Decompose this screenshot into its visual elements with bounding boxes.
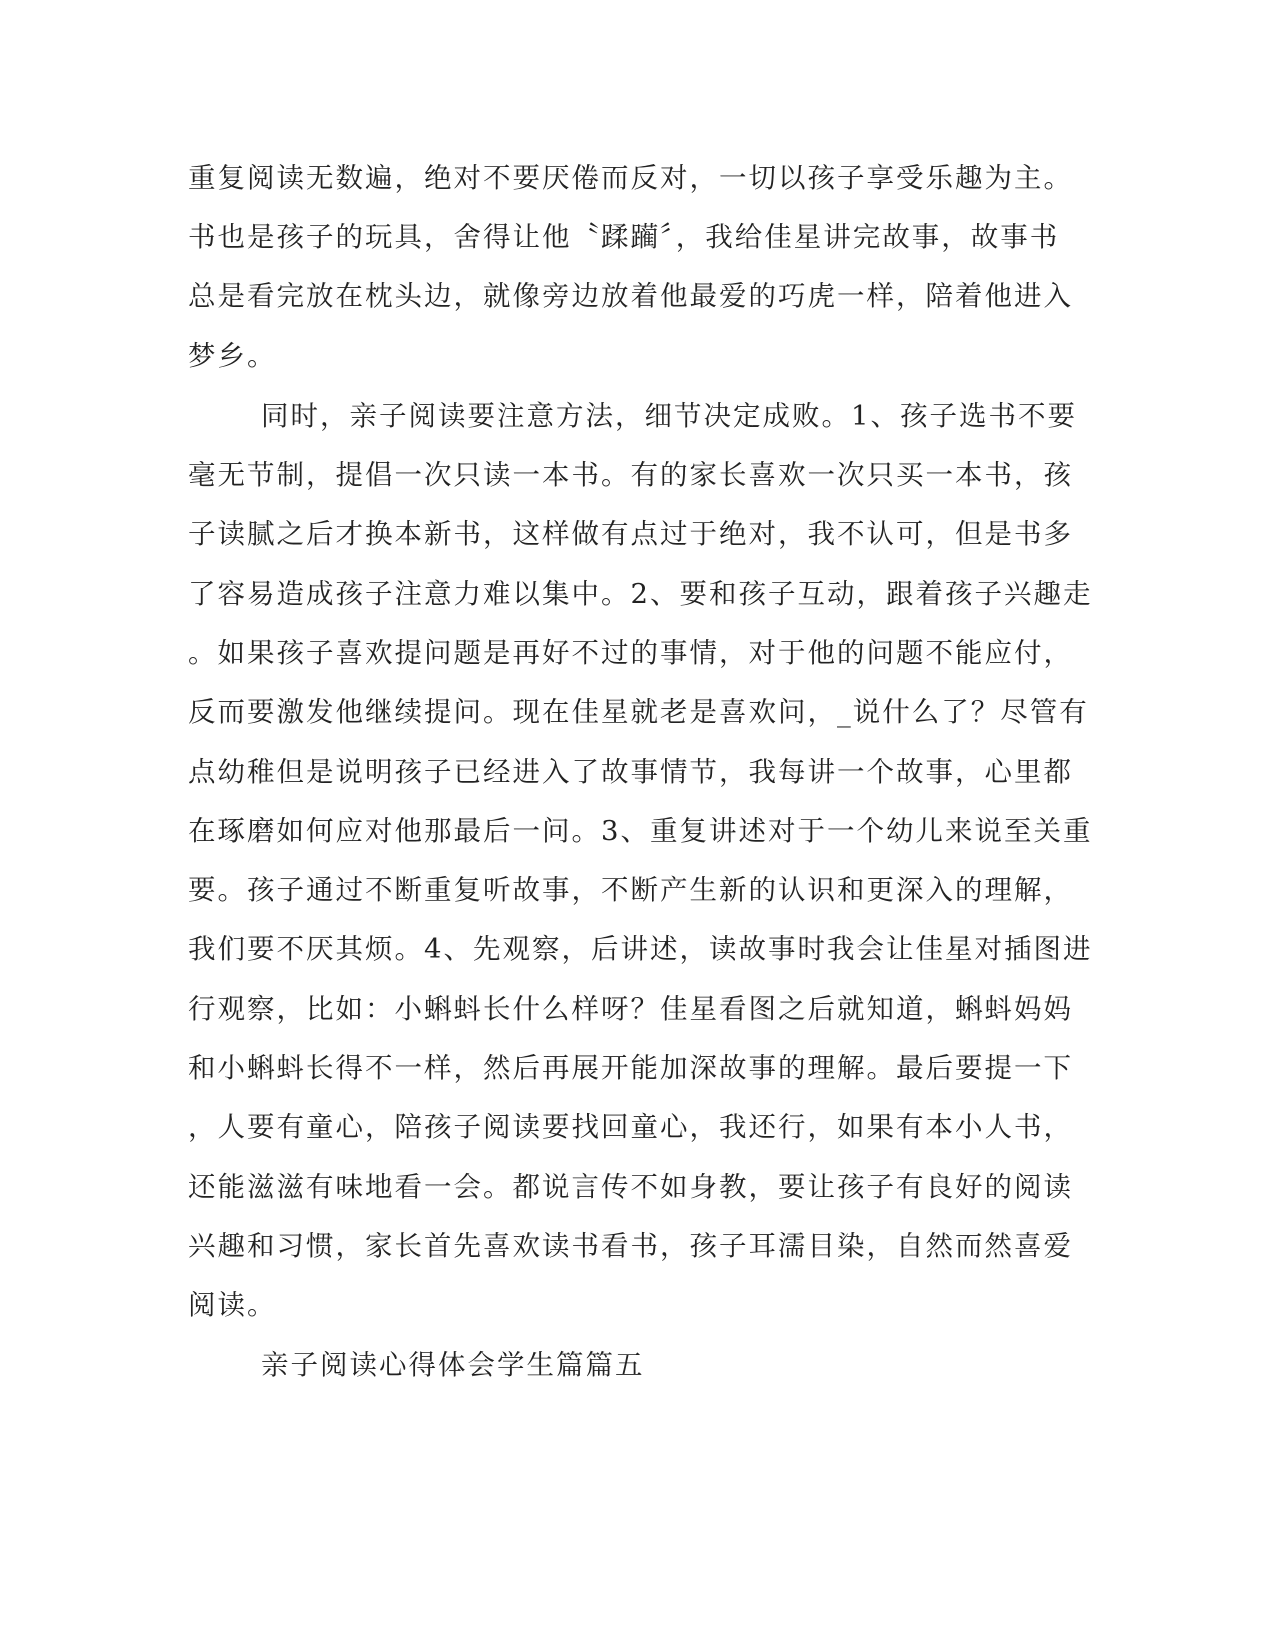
text-line: 兴趣和习惯，家长首先喜欢读书看书，孩子耳濡目染，自然而然喜爱 [188, 1230, 1073, 1262]
text-line: 反而要激发他继续提问。现在佳星就老是喜欢问，_说什么了？尽管有 [188, 696, 1089, 728]
text-line: 在琢磨如何应对他那最后一问。3、重复讲述对于一个幼儿来说至关重 [188, 815, 1093, 847]
text-line: 毫无节制，提倡一次只读一本书。有的家长喜欢一次只买一本书，孩 [188, 459, 1073, 491]
section-title: 亲子阅读心得体会学生篇篇五 [261, 1349, 645, 1381]
text-line: 梦乡。 [188, 340, 277, 372]
paragraph-first-line: 同时，亲子阅读要注意方法，细节决定成败。1、孩子选书不要 [261, 400, 1077, 432]
text-line: 重复阅读无数遍，绝对不要厌倦而反对，一切以孩子享受乐趣为主。 [188, 162, 1073, 194]
text-line: 和小蝌蚪长得不一样，然后再展开能加深故事的理解。最后要提一下 [188, 1052, 1073, 1084]
text-line: 行观察，比如：小蝌蚪长什么样呀？佳星看图之后就知道，蝌蚪妈妈 [188, 993, 1073, 1025]
text-line: 点幼稚但是说明孩子已经进入了故事情节，我每讲一个故事，心里都 [188, 756, 1073, 788]
text-line: 要。孩子通过不断重复听故事，不断产生新的认识和更深入的理解， [188, 874, 1073, 906]
text-line: 了容易造成孩子注意力难以集中。2、要和孩子互动，跟着孩子兴趣走 [188, 578, 1093, 610]
text-line: 书也是孩子的玩具，舍得让他〝蹂躏〞，我给佳星讲完故事，故事书 [188, 221, 1060, 253]
text-line: 。如果孩子喜欢提问题是再好不过的事情，对于他的问题不能应付， [188, 637, 1073, 669]
text-line: 子读腻之后才换本新书，这样做有点过于绝对，我不认可，但是书多 [188, 518, 1073, 550]
text-line: 我们要不厌其烦。4、先观察，后讲述，读故事时我会让佳星对插图进 [188, 933, 1093, 965]
text-line: 总是看完放在枕头边，就像旁边放着他最爱的巧虎一样，陪着他进入 [188, 280, 1073, 312]
text-line: 还能滋滋有味地看一会。都说言传不如身教，要让孩子有良好的阅读 [188, 1171, 1073, 1203]
text-line: ，人要有童心，陪孩子阅读要找回童心，我还行，如果有本小人书， [188, 1111, 1073, 1143]
text-line: 阅读。 [188, 1289, 277, 1321]
